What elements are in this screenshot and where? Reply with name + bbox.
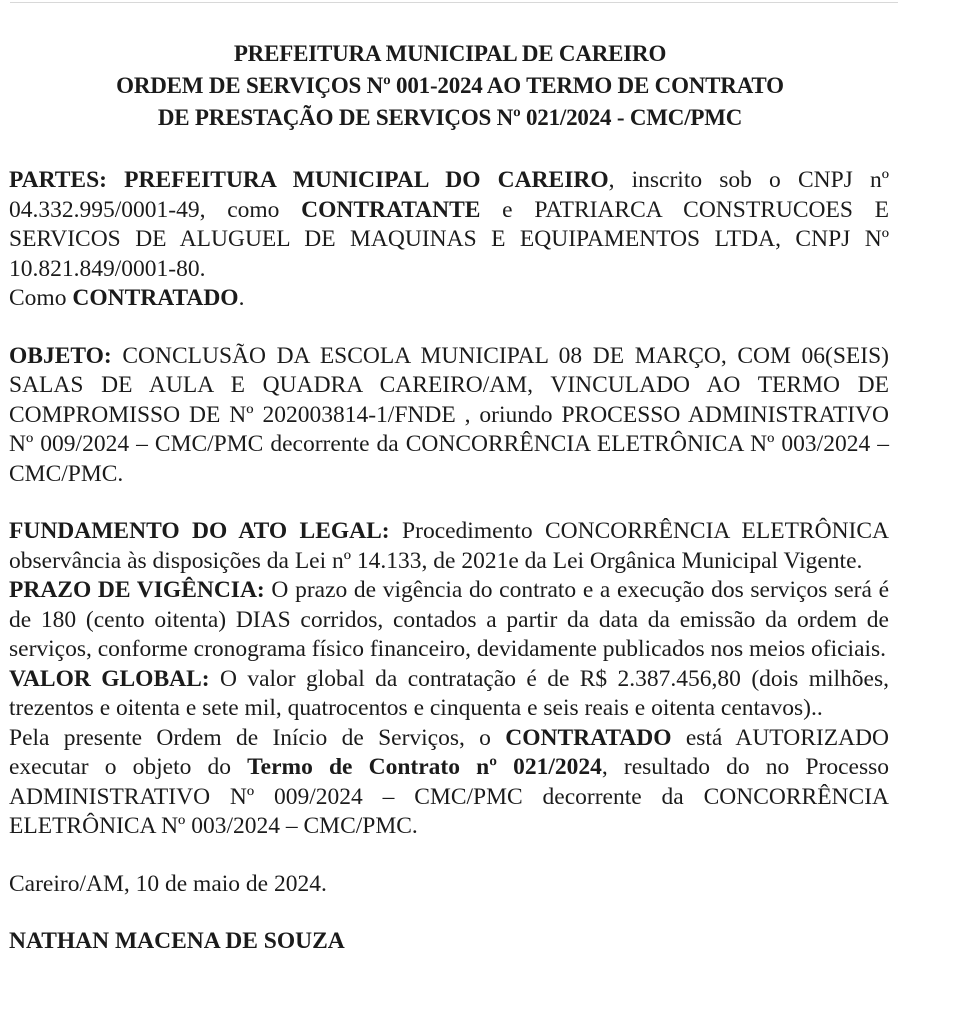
date-line: Careiro/AM, 10 de maio de 2024. [9, 870, 327, 897]
document-body [9, 166, 889, 957]
partes-label: PARTES: PREFEITURA MUNICIPAL DO CAREIRO [9, 167, 609, 193]
ordem-contratado-term: CONTRATADO [505, 724, 672, 751]
signature-name: NATHAN MACENA DE SOUZA [9, 928, 345, 954]
prazo-paragraph [9, 576, 889, 665]
valor-text: O valor global da contratação é de R$ 2.387.456,80 (dois milhões, trezentos e oitenta e sete mil, quatrocentos e cinquenta e seis reais e oitenta centavos).. [9, 665, 889, 721]
valor-label: VALOR GLOBAL: [9, 665, 210, 692]
contratante-term: CONTRATANTE [301, 196, 481, 223]
prazo-text: O prazo de vigência do contrato e a execução dos serviços será é de 180 (cento oitenta) DIAS corridos, contados a partir da data da emissão da ordem de serviços, conforme cronograma físico financeiro, devidamente publicados nos meios oficiais. [9, 577, 890, 662]
partes-text-1: , inscrito sob o CNPJ nº 04.332.995/0001-49, como [9, 167, 890, 223]
header-line-3: DE PRESTAÇÃO DE SERVIÇOS Nº 021/2024 - CMC/PMC [157, 105, 743, 130]
ordem-paragraph [9, 724, 889, 842]
partes-text-3: Como [9, 285, 73, 311]
ordem-text-3: , resultado do no Processo ADMINISTRATIVO Nº 009/2024 – CMC/PMC decorrente da CONCORRÊNCIA ELETRÔNICA Nº 003/2024 – CMC/PMC. [9, 754, 889, 839]
document-header [0, 38, 900, 134]
fundamento-paragraph [9, 517, 889, 576]
prazo-label: PRAZO DE VIGÊNCIA: [9, 577, 265, 603]
ordem-text-1: Pela presente Ordem de Início de Serviços, o [9, 724, 506, 751]
objeto-text: CONCLUSÃO DA ESCOLA MUNICIPAL 08 DE MARÇO, COM 06(SEIS) SALAS DE AULA E QUADRA CAREIRO/AM, VINCULADO AO TERMO DE COMPROMISSO DE Nº 202003814-1/FNDE , oriundo PROCESSO ADMINISTRATIVO Nº 009/2024 – CMC/PMC decorrente da CONCORRÊNCIA ELETRÔNICA Nº 003/2024 – CMC/PMC. [9, 342, 889, 487]
termo-contrato-term: Termo de Contrato nº 021/2024 [247, 754, 602, 780]
valor-paragraph [9, 665, 889, 724]
objeto-paragraph [9, 342, 889, 490]
header-line-2: ORDEM DE SERVIÇOS Nº 001-2024 AO TERMO DE CONTRATO [116, 73, 784, 98]
contratado-term: CONTRATADO [72, 285, 239, 311]
partes-paragraph [9, 166, 889, 314]
top-divider [10, 2, 898, 3]
partes-text-4: . [238, 285, 245, 311]
objeto-label: OBJETO: [9, 342, 112, 369]
ordem-text-2: está AUTORIZADO executar o objeto do [9, 724, 889, 780]
partes-text-2: e PATRIARCA CONSTRUCOES E SERVICOS DE ALUGUEL DE MAQUINAS E EQUIPAMENTOS LTDA, CNPJ Nº 10.821.849/0001-80. [9, 196, 889, 282]
fundamento-text: Procedimento CONCORRÊNCIA ELETRÔNICA observância às disposições da Lei nº 14.133, de 2021e da Lei Orgânica Municipal Vigente. [9, 518, 890, 574]
header-line-1: PREFEITURA MUNICIPAL DE CAREIRO [233, 41, 667, 66]
fundamento-label: FUNDAMENTO DO ATO LEGAL: [9, 518, 390, 544]
